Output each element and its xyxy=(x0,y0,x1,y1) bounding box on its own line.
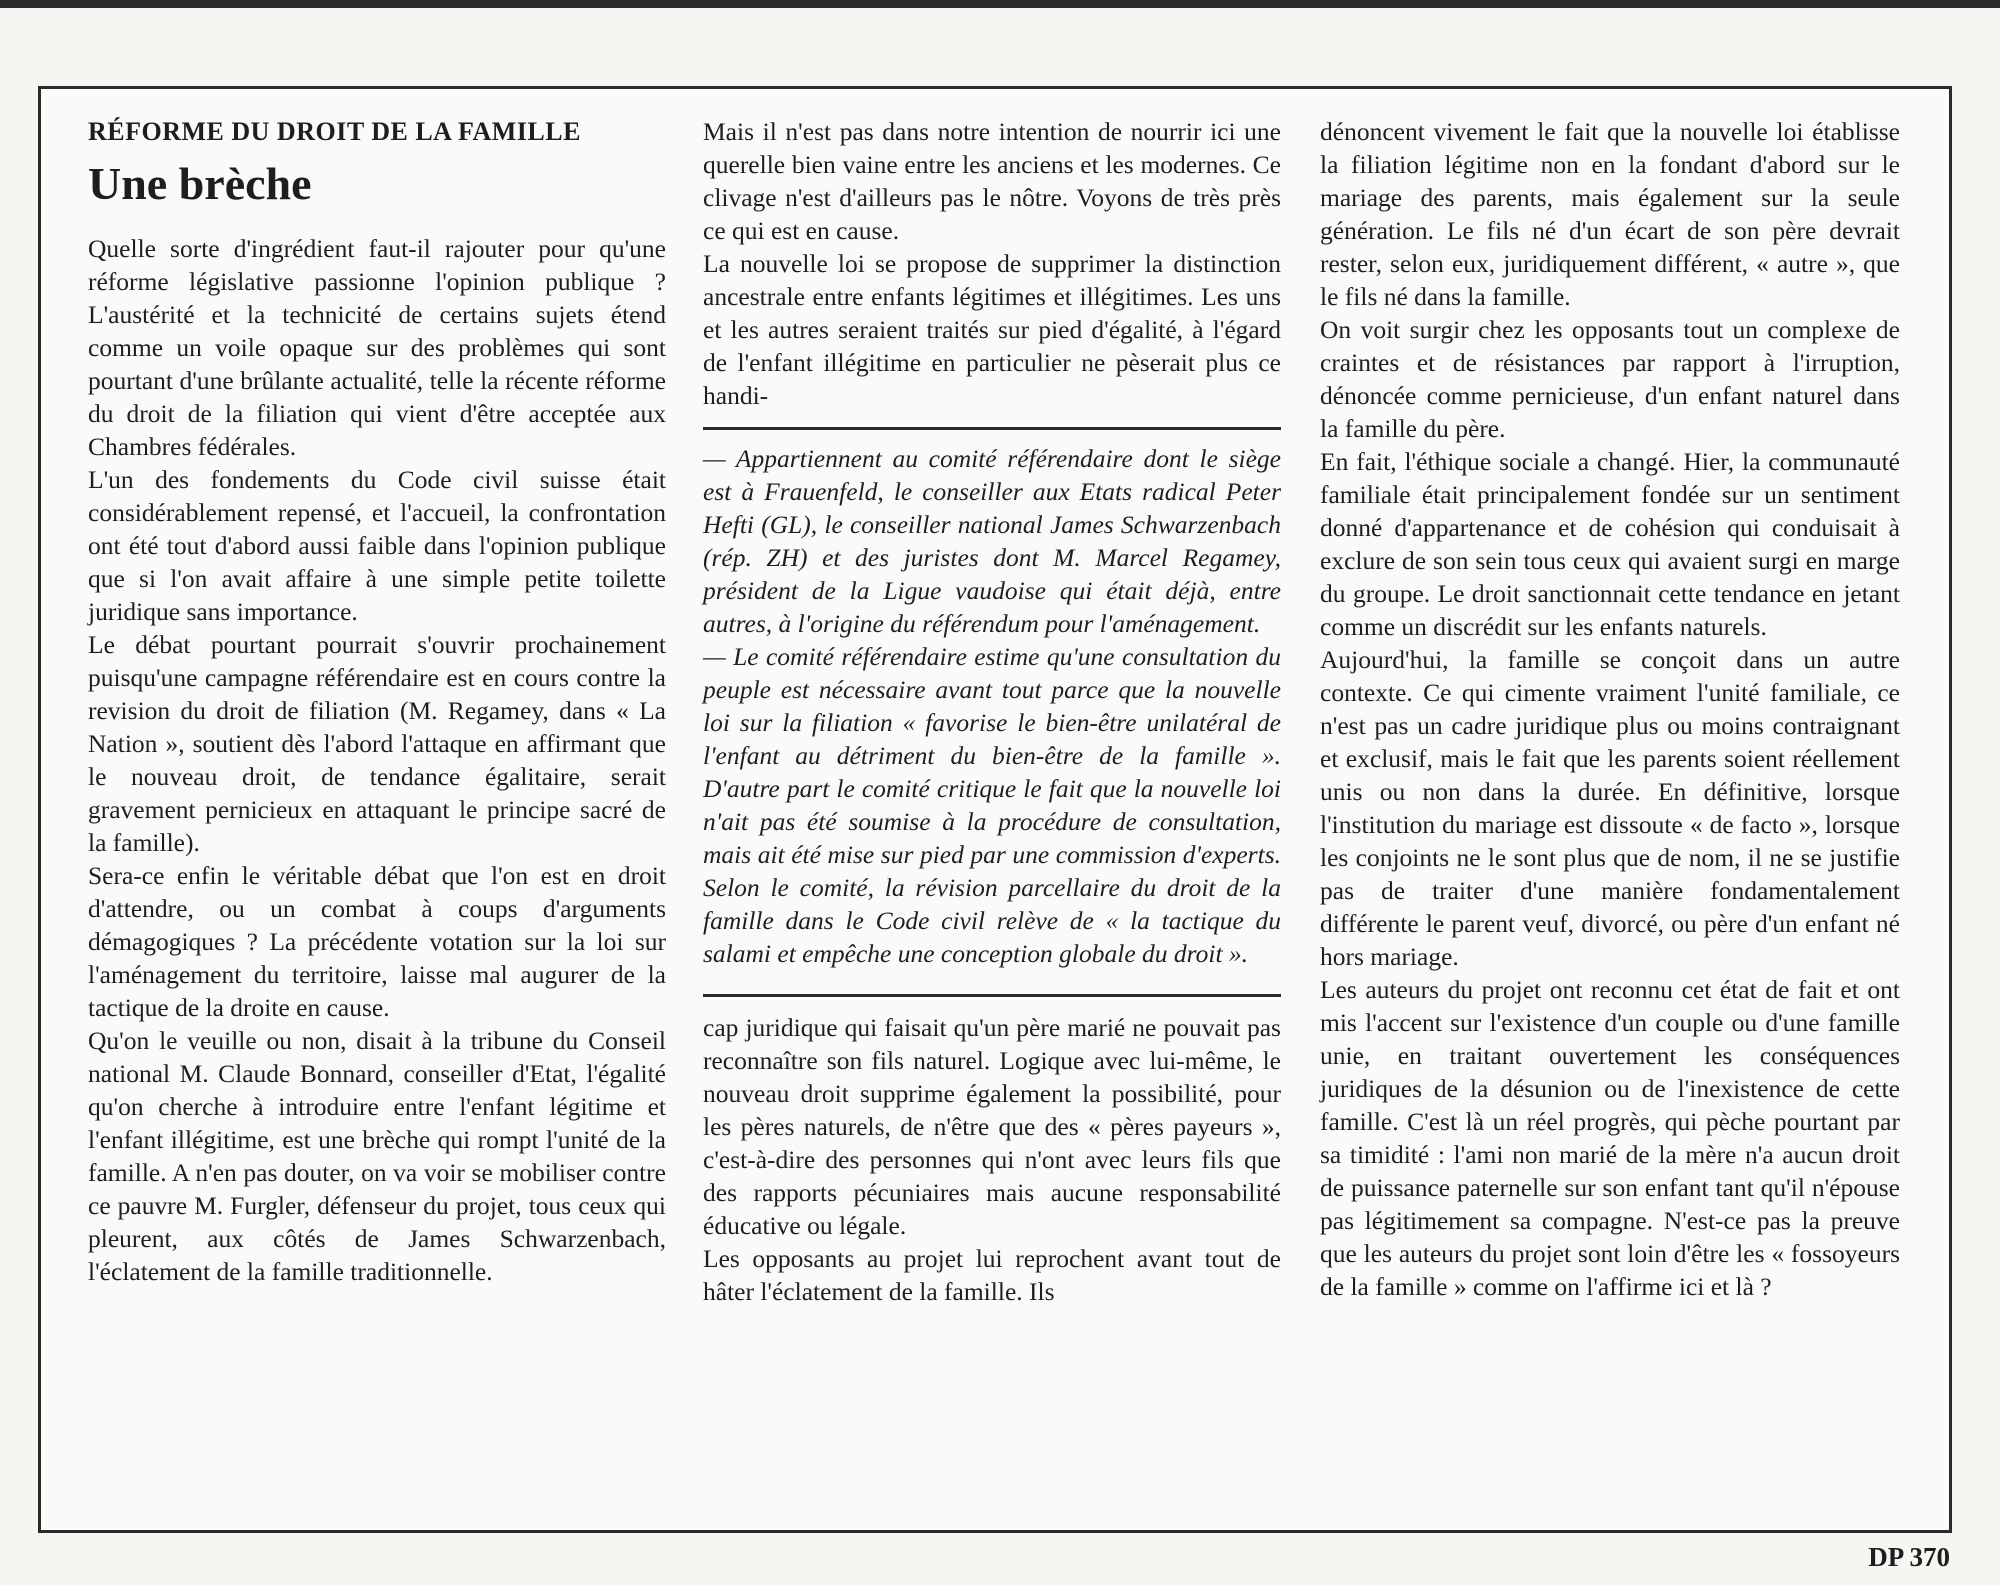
sidebar-paragraph: — Appartiennent au comité référendaire dont le siège est à Frauenfeld, le conseiller aux Etats radical Peter Hefti (GL), le conseiller national James Schwarzenbach (rép. ZH) et des juristes dont M. Marcel Regamey, président de la Ligue vaudoise qui était déjà, entre autres, à l'origine du référendum pour l'aménagement. xyxy=(703,444,1281,638)
paragraph: La nouvelle loi se propose de supprimer la distinction ancestrale entre enfants légitimes et illégitimes. Les uns et les autres seraient traités sur pied d'égalité, à l'égard de l'enfant illégitime en particulier ne pèserait plus ce handi- xyxy=(703,249,1281,410)
paragraph: Aujourd'hui, la famille se conçoit dans un autre contexte. Ce qui cimente vraiment l'unité familiale, ce n'est pas un cadre juridique plus ou moins contraignant et exclusif, mais le fait que les parents soient réellement unis ou non dans la durée. En définitive, lorsque l'institution du mariage est dissoute « de facto », lorsque les conjoints ne le sont plus que de nom, il ne se justifie pas de traiter d'une manière fondamentalement différente le parent veuf, divorcé, ou père d'un enfant né hors mariage. xyxy=(1320,645,1900,971)
box-rule-bottom xyxy=(703,994,1281,997)
paragraph: Qu'on le veuille ou non, disait à la tribune du Conseil national M. Claude Bonnard, conseiller d'Etat, l'égalité qu'on cherche à introduire entre l'enfant légitime et l'enfant illégitime, est une brèche qui rompt l'unité de la famille. A n'en pas douter, on va voir se mobiliser contre ce pauvre M. Furgler, défenseur du projet, tous ceux qui pleurent, aux côtés de James Schwarzenbach, l'éclatement de la famille traditionnelle. xyxy=(88,1026,666,1286)
paragraph: Mais il n'est pas dans notre intention de nourrir ici une querelle bien vaine entre les anciens et les modernes. Ce clivage n'est d'ailleurs pas le nôtre. Voyons de très près ce qui est en cause. xyxy=(703,117,1281,245)
page-top-edge xyxy=(0,0,2000,8)
sidebar-box xyxy=(703,442,1281,970)
paragraph: cap juridique qui faisait qu'un père marié ne pouvait pas reconnaître son fils naturel. Logique avec lui-même, le nouveau droit supprime également la possibilité, pour les pères naturels, de n'être que des « pères payeurs », c'est-à-dire des personnes qui n'ont avec leurs fils que des rapports pécuniaires mais aucune responsabilité éducative ou légale. xyxy=(703,1013,1281,1240)
page-number: DP 370 xyxy=(1868,1542,1950,1572)
article-headline: Une brèche xyxy=(88,158,312,209)
box-rule-top xyxy=(703,427,1281,430)
paragraph: dénoncent vivement le fait que la nouvelle loi établisse la filiation légitime non en la fondant d'abord sur le mariage des parents, mais également sur la seule génération. Le fils né d'un écart de son père devrait rester, selon eux, juridiquement différent, « autre », que le fils né dans la famille. xyxy=(1320,117,1900,311)
paragraph: En fait, l'éthique sociale a changé. Hier, la communauté familiale était principalement fondée sur un sentiment donné d'appartenance et de cohésion qui conduisait à exclure de son sein tous ceux qui avaient surgi en marge du groupe. Le droit sanctionnait cette tendance en jetant comme un discrédit sur les enfants naturels. xyxy=(1320,447,1900,641)
paragraph: L'un des fondements du Code civil suisse était considérablement repensé, et l'accueil, la confrontation ont été tout d'abord aussi faible dans l'opinion publique que si l'on avait affaire à une simple petite toilette juridique sans importance. xyxy=(88,465,666,626)
column-1 xyxy=(88,115,666,1288)
paragraph: Quelle sorte d'ingrédient faut-il rajouter pour qu'une réforme législative passionne l'opinion publique ? L'austérité et la technicité de certains sujets étend comme un voile opaque sur des problèmes qui sont pourtant d'une brûlante actualité, telle la récente réforme du droit de la filiation qui vient d'être acceptée aux Chambres fédérales. xyxy=(88,234,666,461)
paragraph: On voit surgir chez les opposants tout un complexe de craintes et de résistances par rapport à l'irruption, dénoncée comme pernicieuse, d'un enfant naturel dans la famille du père. xyxy=(1320,315,1900,443)
paragraph: Sera-ce enfin le véritable débat que l'on est en droit d'attendre, ou un combat à coups d'arguments démagogiques ? La précédente votation sur la loi sur l'aménagement du territoire, laisse mal augurer de la tactique de la droite en cause. xyxy=(88,861,666,1022)
paragraph: Les auteurs du projet ont reconnu cet état de fait et ont mis l'accent sur l'existence d'un couple ou d'une famille unie, en traitant ouvertement les conséquences juridiques de la désunion ou de l'inexistence de cette famille. C'est là un réel progrès, qui pèche pourtant par sa timidité : l'ami non marié de la mère n'a aucun droit de puissance paternelle sur son enfant tant qu'il n'épouse pas légitimement sa compagne. N'est-ce pas la preuve que les auteurs du projet sont loin d'être les « fossoyeurs de la famille » comme on l'affirme ici et là ? xyxy=(1320,975,1900,1301)
column-3 xyxy=(1320,115,1900,1303)
paragraph: Les opposants au projet lui reprochent avant tout de hâter l'éclatement de la famille. Ils xyxy=(703,1244,1281,1306)
sidebar-paragraph: — Le comité référendaire estime qu'une consultation du peuple est nécessaire avant tout parce que la nouvelle loi sur la filiation « favorise le bien-être unilatéral de l'enfant au détriment du bien-être de la famille ». D'autre part le comité critique le fait que la nouvelle loi n'ait pas été soumise à la procédure de consultation, mais ait été mise sur pied par une commission d'experts. Selon le comité, la révision parcellaire du droit de la famille dans le Code civil relève de « la tactique du salami et empêche une conception globale du droit ». xyxy=(703,642,1281,968)
section-rubric: RÉFORME DU DROIT DE LA FAMILLE xyxy=(88,117,581,146)
paragraph: Le débat pourtant pourrait s'ouvrir prochainement puisqu'une campagne référendaire est en cours contre la revision du droit de filiation (M. Regamey, dans « La Nation », soutient dès l'abord l'attaque en affirmant que le nouveau droit, de tendance égalitaire, serait gravement pernicieux en attaquant le principe sacré de la famille). xyxy=(88,630,666,857)
column-2 xyxy=(703,115,1281,1308)
